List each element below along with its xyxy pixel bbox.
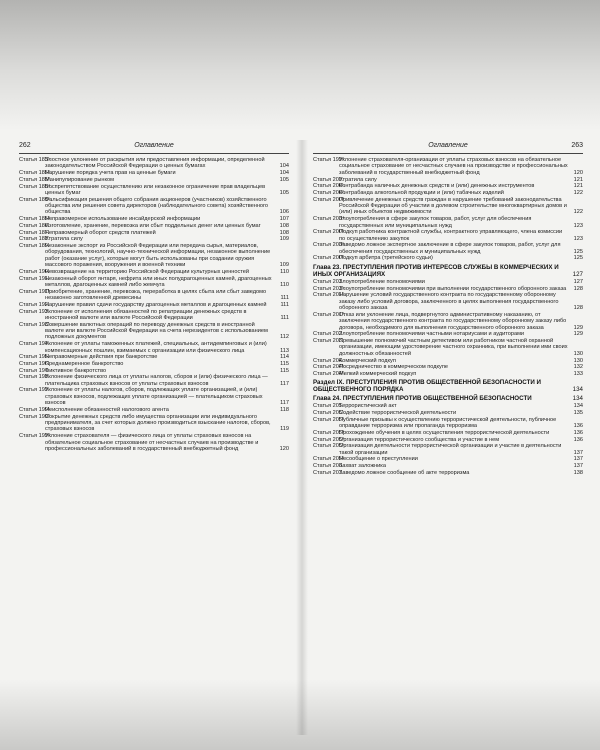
toc-entry: [19, 341, 289, 354]
entry-label: Статья 205⁶.: [313, 456, 346, 463]
entry-title: Неправомерное использование инсайдерской информации: [45, 216, 201, 223]
entry-page: 111: [280, 301, 289, 308]
toc-entry: [19, 197, 289, 216]
toc-entry: [19, 302, 289, 308]
entry-page: 137: [573, 456, 583, 463]
toc-entry: [19, 157, 289, 170]
left-page: [19, 142, 289, 732]
toc-entry: [313, 331, 583, 337]
heading-page: 134: [572, 386, 583, 394]
entry-label: Статья 201¹.: [313, 285, 346, 292]
entry-page: 132: [573, 364, 583, 371]
entry-page: 108: [279, 222, 289, 229]
entry-label: Статья 188.: [19, 236, 50, 243]
entry-label: Статья 203.: [313, 338, 344, 345]
toc-entry: [313, 177, 583, 183]
entry-title: Злоупотребление полномочиями частными нотариусами и аудиторами: [339, 331, 525, 338]
toc-entry: [313, 430, 583, 436]
running-head-left: [19, 142, 289, 154]
entry-label: Статья 199³.: [19, 433, 52, 440]
entry-label: Статья 193.: [19, 308, 50, 315]
toc-entry: [19, 414, 289, 433]
toc-entry: [313, 417, 583, 430]
entry-page: 115: [280, 360, 289, 367]
toc-entry: [19, 269, 289, 275]
entry-page: 111: [280, 314, 289, 321]
toc-entry: [19, 243, 289, 269]
heading-text: Раздел IX. ПРЕСТУПЛЕНИЯ ПРОТИВ ОБЩЕСТВЕННОЙ БЕЗОПАСНОСТИ И ОБЩЕСТВЕННОГО ПОРЯДКА: [313, 379, 541, 394]
entry-page: 110: [280, 281, 289, 288]
entry-label: Статья 196.: [19, 360, 50, 367]
entry-title: Утратила силу: [45, 236, 83, 243]
entry-page: 108: [279, 229, 289, 236]
toc-entry: [313, 463, 583, 469]
toc-section-heading: [313, 379, 583, 393]
toc-section-heading: [313, 264, 583, 278]
entry-title: Террористический акт: [339, 403, 397, 410]
entry-label: Статья 185⁵.: [19, 196, 52, 203]
toc-entry: [19, 433, 289, 452]
entry-title: Организация деятельности террористической организации и участие в деятельности такой организации: [339, 443, 562, 456]
entry-label: Статья 199.: [19, 387, 50, 394]
toc-entry: [313, 410, 583, 416]
toc-entry: [313, 403, 583, 409]
entry-title: Нарушение правил сдачи государству драгоценных металлов и драгоценных камней: [45, 301, 267, 308]
toc-entry: [313, 371, 583, 377]
entry-page: 123: [573, 235, 583, 242]
entry-label: Статья 195.: [19, 354, 50, 361]
toc-entry: [19, 309, 289, 322]
entry-title: Злоупотребления в сфере закупок товаров, работ, услуг для обеспечения государственных или муниципальных нужд: [339, 216, 532, 229]
entry-label: Статья 201.: [313, 278, 344, 285]
entry-label: Статья 185².: [19, 170, 52, 177]
entry-label: Статья 185¹.: [19, 157, 52, 163]
toc-list-left: [19, 157, 289, 452]
entry-label: Статья 204².: [313, 370, 346, 377]
entry-title: Посредничество в коммерческом подкупе: [339, 364, 448, 371]
entry-page: 127: [573, 278, 583, 285]
toc-entry: [313, 157, 583, 176]
entry-label: Статья 189.: [19, 242, 50, 249]
entry-page: 137: [573, 463, 583, 470]
entry-label: Статья 194.: [19, 341, 50, 348]
heading-page: 127: [572, 270, 583, 278]
entry-title: Заведомо ложное сообщение об акте терроризма: [339, 469, 470, 476]
entry-label: Статья 205².: [313, 416, 346, 423]
entry-page: 129: [573, 324, 583, 331]
entry-label: Статья 202.: [313, 331, 344, 338]
entry-page: 120: [279, 446, 289, 452]
entry-label: Статья 204.: [313, 357, 344, 364]
toc-entry: [313, 183, 583, 189]
entry-page: 118: [280, 406, 289, 413]
entry-label: Статья 200⁶.: [313, 242, 346, 249]
running-title-left: Оглавление: [134, 142, 174, 149]
entry-label: Статья 200³.: [313, 196, 346, 203]
toc-entry: [19, 177, 289, 183]
entry-title: Отказ или уклонение лица, подвергнутого административному наказанию, от заключения государственного контракта по государственному оборонному заказу либо договора, необходимого для выполнения государственного оборонного заказа: [339, 311, 567, 331]
entry-page: 130: [573, 357, 583, 364]
entry-page: 137: [573, 449, 583, 456]
entry-label: Статья 204¹.: [313, 364, 346, 371]
entry-page: 105: [279, 189, 289, 196]
toc-entry: [19, 322, 289, 341]
entry-label: Статья 185⁶.: [19, 216, 52, 223]
heading-page: 134: [572, 395, 583, 403]
entry-page: 122: [573, 209, 583, 216]
entry-title: Незаконный оборот янтаря, нефрита или иных полудрагоценных камней, драгоценных металлов, драгоценных камней либо жемчуга: [45, 275, 272, 288]
entry-title: Совершение валютных операций по переводу денежных средств в иностранной валюте или валюте Российской Федерации на счета нерезидентов с использованием подложных документов: [45, 321, 268, 341]
entry-title: Захват заложника: [339, 463, 386, 470]
entry-label: Статья 191.: [19, 275, 50, 282]
top-shadow: [0, 0, 600, 130]
entry-title: Злоупотребление полномочиями при выполнении государственного оборонного заказа: [339, 285, 567, 292]
entry-title: Мелкий коммерческий подкуп: [339, 370, 417, 377]
entry-title: Неисполнение обязанностей налогового агента: [45, 406, 169, 413]
page-number-left: 262: [19, 142, 31, 149]
right-page: [313, 142, 583, 732]
entry-page: 120: [573, 169, 583, 176]
entry-title: Нарушение условий государственного контракта по государственному оборонному заказу либо условий договора, заключенного в целях выполнения государственного оборонного заказа: [339, 292, 559, 312]
entry-title: Коммерческий подкуп: [339, 357, 396, 364]
entry-page: 115: [280, 367, 289, 374]
toc-entry: [313, 190, 583, 196]
toc-entry: [19, 236, 289, 242]
toc-entry: [313, 470, 583, 476]
entry-title: Публичные призывы к осуществлению террористической деятельности, публичное оправдание терроризма или пропаганда терроризма: [339, 416, 557, 430]
entry-title: Несообщение о преступлении: [339, 456, 418, 463]
toc-entry: [313, 456, 583, 462]
heading-text: Глава 24. ПРЕСТУПЛЕНИЯ ПРОТИВ ОБЩЕСТВЕННОЙ БЕЗОПАСНОСТИ: [313, 395, 532, 403]
entry-page: 104: [279, 163, 289, 170]
entry-page: 136: [573, 436, 583, 443]
toc-entry: [313, 443, 583, 456]
entry-title: Злоупотребление полномочиями: [339, 278, 425, 285]
entry-title: Фиктивное банкротство: [45, 367, 107, 374]
entry-title: Сокрытие денежных средств либо имущества организации или индивидуального предпринимателя, за счет которых должно производиться взыскание налогов, сборов, страховых взносов: [45, 413, 271, 433]
toc-entry: [313, 242, 583, 255]
entry-page: 138: [573, 469, 583, 476]
entry-page: 119: [280, 426, 289, 433]
entry-label: Статья 200⁷.: [313, 255, 346, 262]
toc-entry: [313, 197, 583, 216]
entry-title: Уклонение от уплаты налогов, сборов, подлежащих уплате организацией, и (или) страховых взносов, подлежащих уплате организацией — плательщиком страховых взносов: [45, 387, 263, 407]
toc-entry: [19, 368, 289, 374]
entry-label: Статья 185⁴.: [19, 183, 52, 190]
entry-page: 125: [573, 255, 583, 262]
entry-title: Привлечение денежных средств граждан в нарушение требований законодательства Российской Федерации об участии в долевом строительстве многоквартирных домов и (или) иных объектов недвижимости: [339, 196, 567, 216]
entry-label: Статья 200.: [313, 176, 344, 183]
toc-section-heading: [313, 395, 583, 402]
running-title-right: Оглавление: [428, 142, 468, 149]
entry-label: Статья 200⁴.: [313, 216, 346, 223]
entry-page: 123: [573, 222, 583, 229]
entry-title: Уклонение от уплаты таможенных платежей, специальных, антидемпинговых и (или) компенсационных пошлин, взимаемых с организации или физического лица: [45, 341, 267, 354]
entry-label: Статья 201³.: [313, 311, 346, 318]
running-head-right: [313, 142, 583, 154]
toc-entry: [19, 374, 289, 387]
toc-entry: [19, 407, 289, 413]
entry-title: Организация террористического сообщества и участие в нем: [339, 436, 500, 443]
entry-title: Уклонение страхователя-организации от уплаты страховых взносов на обязательное социальное страхование от несчастных случаев на производстве и профессиональных заболеваний в государственный внебюджетный фонд: [339, 157, 568, 176]
entry-title: Уклонение физического лица от уплаты налогов, сборов и (или) физического лица — плательщика страховых взносов от уплаты страховых взносов: [45, 374, 268, 387]
entry-label: Статья 192.: [19, 301, 50, 308]
entry-title: Незаконные экспорт из Российской Федерации или передача сырья, материалов, оборудования, технологий, научно-технической информации, незаконное выполнение работ (оказание услуг), которые могут быть использованы при создании оружия массового поражения, вооружения и военной техники: [45, 242, 271, 269]
toc-entry: [19, 216, 289, 222]
entry-label: Статья 197.: [19, 367, 50, 374]
toc-entry: [19, 230, 289, 236]
toc-entry: [313, 292, 583, 311]
entry-label: Статья 198.: [19, 374, 50, 381]
toc-entry: [19, 361, 289, 367]
entry-title: Фальсификация решения общего собрания акционеров (участников) хозяйственного общества или решения совета директоров (наблюдательного совета) хозяйственного общества: [45, 196, 269, 216]
entry-page: 109: [279, 236, 289, 243]
entry-title: Подкуп работника контрактной службы, контрактного управляющего, члена комиссии по осуществлению закупок: [339, 229, 563, 242]
entry-label: Статья 185³.: [19, 176, 52, 183]
entry-page: 136: [573, 423, 583, 430]
entry-title: Злостное уклонение от раскрытия или предоставления информации, определенной законодательством Российской Федерации о ценных бумагах: [45, 157, 265, 170]
entry-title: Содействие террористической деятельности: [339, 410, 457, 417]
toc-entry: [313, 358, 583, 364]
entry-label: Статья 207.: [313, 469, 344, 476]
entry-title: Изготовление, хранение, перевозка или сбыт поддельных денег или ценных бумаг: [45, 222, 261, 229]
entry-page: 128: [573, 305, 583, 312]
entry-label: Статья 193¹.: [19, 321, 52, 328]
entry-title: Невозвращение на территорию Российской Федерации культурных ценностей: [45, 268, 250, 275]
entry-title: Подкуп арбитра (третейского судьи): [339, 255, 433, 262]
entry-label: Статья 186.: [19, 222, 50, 229]
entry-label: Статья 199².: [19, 413, 52, 420]
entry-page: 114: [280, 354, 289, 361]
entry-page: 129: [573, 331, 583, 338]
entry-page: 104: [279, 170, 289, 177]
toc-entry: [313, 364, 583, 370]
book-gutter: [296, 140, 308, 735]
entry-title: Превышение полномочий частным детективом или работником частной охранной организации, имеющим удостоверение частного охранника, при выполнении ими своих должностных обязанностей: [339, 338, 568, 357]
entry-title: Приобретение, хранение, перевозка, переработка в целях сбыта или сбыт заведомо незаконно заготовленной древесины: [45, 288, 267, 302]
entry-title: Утратила силу: [339, 176, 377, 183]
entry-label: Статья 191¹.: [19, 288, 52, 295]
toc-entry: [313, 279, 583, 285]
entry-page: 128: [573, 285, 583, 292]
entry-title: Воспрепятствование осуществлению или незаконное ограничение прав владельцев ценных бумаг: [45, 183, 266, 196]
entry-title: Уклонение от исполнения обязанностей по репатриации денежных средств в иностранной валюте или валюте Российской Федерации: [45, 308, 247, 321]
toc-entry: [19, 223, 289, 229]
entry-label: Статья 200¹.: [313, 183, 346, 190]
entry-label: Статья 200⁵.: [313, 229, 346, 236]
toc-entry: [313, 312, 583, 331]
entry-page: 121: [573, 176, 583, 183]
toc-entry: [19, 276, 289, 289]
entry-title: Преднамеренное банкротство: [45, 360, 124, 367]
entry-label: Статья 205⁵.: [313, 443, 346, 450]
heading-text: Глава 23. ПРЕСТУПЛЕНИЯ ПРОТИВ ИНТЕРЕСОВ СЛУЖБЫ В КОММЕРЧЕСКИХ И ИНЫХ ОРГАНИЗАЦИЯХ: [313, 263, 559, 278]
toc-entry: [313, 229, 583, 242]
toc-list-right: [313, 157, 583, 476]
entry-title: Контрабанда алкогольной продукции и (или) табачных изделий: [339, 189, 504, 196]
entry-label: Статья 199¹.: [19, 406, 52, 413]
entry-title: Заведомо ложное экспертное заключение в сфере закупок товаров, работ, услуг для обеспечения государственных и муниципальных нужд: [339, 242, 561, 255]
entry-page: 135: [573, 410, 583, 417]
entry-page: 122: [573, 189, 583, 196]
entry-title: Уклонение страхователя — физического лица от уплаты страховых взносов на обязательное социальное страхование от несчастных случаев на производстве и профессиональных заболеваний в государственный внебюджетный фонд: [45, 433, 259, 452]
entry-label: Статья 205.: [313, 403, 344, 410]
entry-page: 134: [573, 403, 583, 410]
entry-page: 117: [280, 400, 289, 407]
entry-page: 130: [573, 350, 583, 357]
toc-entry: [313, 437, 583, 443]
entry-page: 110: [280, 268, 289, 275]
toc-entry: [313, 216, 583, 229]
entry-page: 106: [279, 209, 289, 216]
entry-title: Неправомерный оборот средств платежей: [45, 229, 156, 236]
toc-entry: [19, 289, 289, 302]
toc-entry: [19, 184, 289, 197]
toc-entry: [19, 354, 289, 360]
entry-page: 111: [280, 295, 289, 302]
entry-label: Статья 199⁴.: [313, 157, 346, 163]
entry-label: Статья 205¹.: [313, 410, 346, 417]
entry-title: Манипулирование рынком: [45, 176, 114, 183]
entry-label: Статья 206.: [313, 463, 344, 470]
toc-entry: [313, 255, 583, 261]
entry-page: 105: [279, 176, 289, 183]
entry-label: Статья 187.: [19, 229, 50, 236]
entry-label: Статья 205⁴.: [313, 436, 346, 443]
entry-title: Прохождение обучения в целях осуществления террористической деятельности: [339, 429, 550, 436]
entry-title: Неправомерные действия при банкротстве: [45, 354, 158, 361]
toc-entry: [313, 338, 583, 357]
entry-page: 113: [280, 347, 289, 354]
entry-page: 121: [573, 183, 583, 190]
entry-page: 133: [573, 370, 583, 377]
entry-label: Статья 201².: [313, 292, 346, 299]
toc-entry: [19, 170, 289, 176]
entry-page: 107: [279, 216, 289, 223]
entry-label: Статья 205³.: [313, 429, 346, 436]
entry-page: 136: [573, 429, 583, 436]
toc-entry: [19, 387, 289, 406]
entry-title: Контрабанда наличных денежных средств и (или) денежных инструментов: [339, 183, 535, 190]
entry-page: 117: [280, 380, 289, 387]
entry-page: 125: [573, 248, 583, 255]
page-number-right: 263: [571, 142, 583, 149]
entry-page: 109: [279, 262, 289, 269]
entry-label: Статья 200².: [313, 189, 346, 196]
entry-label: Статья 190.: [19, 268, 50, 275]
entry-page: 112: [280, 334, 289, 341]
entry-title: Нарушение порядка учета прав на ценные бумаги: [45, 170, 176, 177]
